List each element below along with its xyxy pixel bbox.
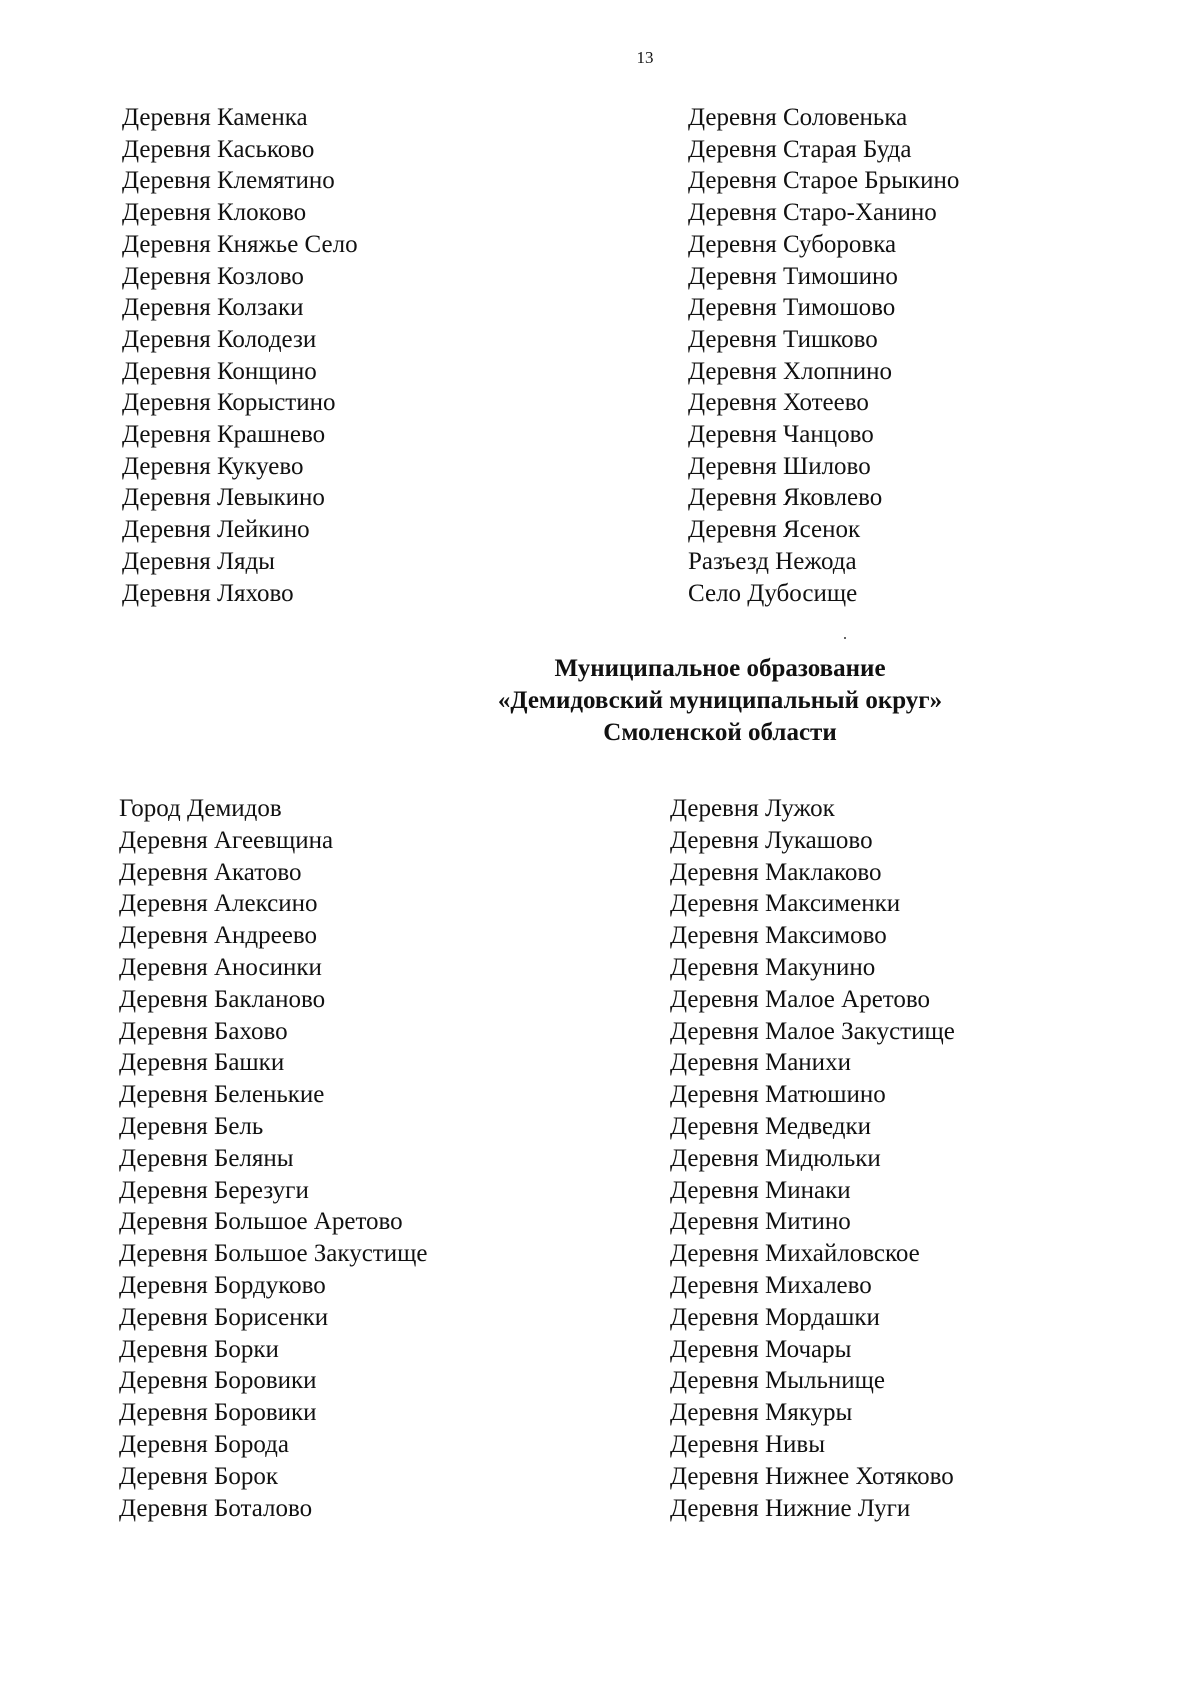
settlement-list-item: Город Демидов [119,795,282,822]
settlement-list-item: Деревня Колодези [122,325,317,353]
settlement-list-item: Деревня Чанцово [688,421,874,449]
settlement-list-item: Деревня Митино [670,1208,851,1236]
settlement-list-item: Деревня Старо-Ханино [688,199,937,227]
settlement-list-item: Деревня Аносинки [119,953,322,981]
section1-left-column [122,102,358,609]
settlement-list-item: Деревня Суборовка [688,230,897,258]
settlement-list-item: Деревня Княжье Село [122,230,358,258]
settlement-list-item: Деревня Боталово [119,1494,313,1522]
settlement-list-item: Деревня Мордашки [670,1303,880,1331]
settlement-list-item: Деревня Максимово [670,922,887,950]
settlement-list-item: Деревня Ясенок [688,516,861,544]
settlement-list-item: Деревня Яковлево [688,484,883,512]
settlement-list-item: Деревня Боровики [119,1367,317,1395]
settlement-list-item: Деревня Нивы [670,1430,826,1458]
section2-left-column [119,793,427,1524]
settlement-list-item: Деревня Мочары [670,1335,852,1363]
settlement-list-item: Деревня Борки [119,1335,279,1363]
settlement-list-item: Деревня Малое Закустище [670,1017,955,1045]
settlement-list-item: Деревня Ляхово [122,579,294,607]
settlement-list-item: Село Дубосище [688,579,858,607]
settlement-list-item: Деревня Крашнево [122,421,326,449]
settlement-list-item: Деревня Бакланово [119,985,326,1013]
settlement-list-item: Деревня Мидюльки [670,1144,881,1172]
settlement-list-item: Деревня Максименки [670,890,901,918]
settlement-list-item: Деревня Манихи [670,1049,851,1077]
settlement-list-item: Деревня Хотеево [688,389,869,417]
settlement-list-item: Деревня Конщино [122,357,317,385]
settlement-list-item: Деревня Большое Аретово [119,1208,403,1236]
settlement-list-item: Деревня Нижние Луги [670,1494,911,1522]
heading-line-3: Смоленской области [603,719,837,746]
settlement-list-item: Деревня Лейкино [122,516,310,544]
settlement-list-item: Деревня Нижнее Хотяково [670,1462,954,1490]
settlement-list-item: Деревня Кукуево [122,452,304,480]
settlement-list-item: Деревня Медведки [670,1112,872,1140]
settlement-list-item: Деревня Минаки [670,1176,851,1204]
settlement-list-item: Деревня Ляды [122,547,275,575]
settlement-list-item: Деревня Михалево [670,1271,872,1299]
settlement-list-item: Деревня Клоково [122,199,307,227]
settlement-list-item: Деревня Козлово [122,262,304,290]
settlement-list-item: Деревня Мыльнище [670,1367,885,1395]
settlement-list-item: Деревня Тимошово [688,294,896,322]
settlement-list-item: Деревня Агеевщина [119,826,334,854]
settlement-list-item: Разъезд Нежода [688,547,857,575]
section2-right-column [670,793,955,1524]
settlement-list-item: Деревня Борок [119,1462,278,1490]
settlement-list-item: Деревня Андреево [119,922,317,950]
settlement-list-item: Деревня Корыстино [122,389,336,417]
municipality-heading [240,653,1200,749]
settlement-list-item: Деревня Алексино [119,890,318,918]
settlement-list-item: Деревня Тимошино [688,262,898,290]
page-number: 13 [636,48,654,67]
settlement-list-item: Деревня Каськово [122,135,315,163]
settlement-list-item: Деревня Маклаково [670,858,882,886]
settlement-list-item: Деревня Шилово [688,452,871,480]
settlement-list-item: Деревня Борисенки [119,1303,329,1331]
settlement-list-item: Деревня Большое Закустище [119,1240,428,1268]
settlement-list-item: Деревня Матюшино [670,1081,886,1109]
settlement-list-item: Деревня Старая Буда [688,135,912,163]
settlement-list-item: Деревня Левыкино [122,484,325,512]
settlement-list-item: Деревня Бахово [119,1017,288,1045]
heading-line-1: Муниципальное образование [554,655,886,682]
settlement-list-item: Деревня Акатово [119,858,302,886]
settlement-list-item: Деревня Малое Аретово [670,985,931,1013]
settlement-list-item: Деревня Соловенька [688,104,908,131]
settlement-list-item: Деревня Беляны [119,1144,294,1172]
settlement-list-item: Деревня Лужок [670,795,835,822]
settlement-list-item: Деревня Тишково [688,325,878,353]
settlement-list-item: Деревня Мякуры [670,1399,853,1427]
settlement-list-item: Деревня Бель [119,1112,264,1140]
settlement-list-item: Деревня Боровики [119,1399,317,1427]
scan-speck [844,637,846,639]
settlement-list-item: Деревня Беленькие [119,1081,325,1109]
settlement-list-item: Деревня Хлопнино [688,357,893,385]
settlement-list-item: Деревня Михайловское [670,1240,920,1268]
section1-right-column [688,102,959,609]
settlement-list-item: Деревня Макунино [670,953,876,981]
heading-line-2: «Демидовский муниципальный округ» [497,687,943,714]
settlement-list-item: Деревня Борода [119,1430,289,1458]
settlement-list-item: Деревня Бордуково [119,1271,326,1299]
settlement-list-item: Деревня Башки [119,1049,285,1077]
settlement-list-item: Деревня Лукашово [670,826,873,854]
settlement-list-item: Деревня Старое Брыкино [688,167,960,195]
settlement-list-item: Деревня Клемятино [122,167,335,195]
settlement-list-item: Деревня Колзаки [122,294,304,322]
settlement-list-item: Деревня Березуги [119,1176,309,1204]
settlement-list-item: Деревня Каменка [122,104,308,131]
